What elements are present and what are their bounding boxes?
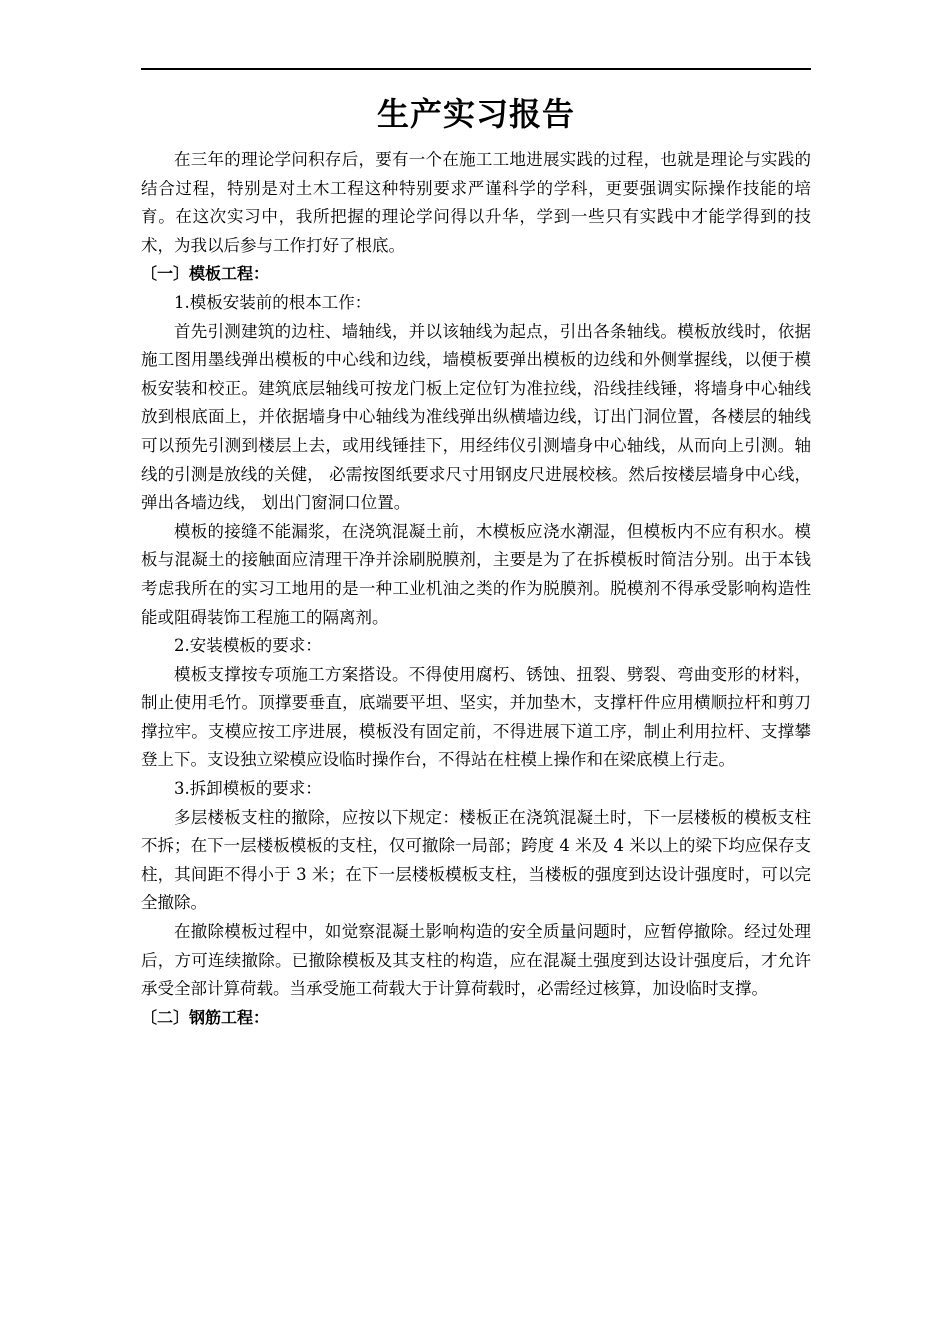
paragraph-removal-1: 多层楼板支柱的撤除，应按以下规定：楼板正在浇筑混凝土时，下一层楼板的模板支柱不拆；在下一层楼板模板的支柱，仅可撤除一局部；跨度 4 米及 4 米以上的梁下均应保存支柱，其间距不得小于 3 米；在下一层楼板模板支柱，当楼板的强度到达设计强度时，可以完全撤除。 xyxy=(141,807,811,913)
paragraph-preparation-1: 首先引测建筑的边柱、墙轴线，并以该轴线为起点，引出各条轴线。模板放线时，依据施工图用墨线弹出模板的中心线和边线，墙模板要弹出模板的边线和外侧掌握线，以便于模板安装和校正。建筑底层轴线可按龙门板上定位钉为准拉线，沿线挂线锤，将墙身中心轴线放到根底面上，并依据墙身中心轴线为准线弹出纵横墙边线，订出门洞位置，各楼层的轴线可以预先引测到楼层上去，或用线锤挂下，用经纬仪引测墙身中心轴线，从而向上引测。轴线的引测是放线的关健， 必需按图纸要求尺寸用钢皮尺进展校核。然后按楼层墙身中心线，弹出各墙边线， 划出门窗洞口位置。 xyxy=(141,321,811,513)
document-page xyxy=(141,68,811,1032)
page-title: 生产实习报告 xyxy=(376,95,575,133)
intro-paragraph: 在三年的理论学问积存后，要有一个在施工工地进展实践的过程，也就是理论与实践的结合过程，特别是对土木工程这种特别要求严谨科学的学科，更要强调实际操作技能的培育。在这次实习中，我所把握的理论学问得以升华，学到一些只有实践中才能学得到的技术，为我以后参与工作打好了根底。 xyxy=(141,150,811,255)
paragraph-preparation-2: 模板的接缝不能漏浆，在浇筑混凝土前，木模板应浇水潮湿，但模板内不应有积水。模板与混凝土的接触面应清理干净并涂刷脱膜剂，主要是为了在拆模板时简洁分别。出于本钱考虑我所在的实习工地用的是一种工业机油之类的作为脱膜剂。脱模剂不得承受影响构造性能或阻碍装饰工程施工的隔离剂。 xyxy=(141,521,811,627)
subheading-removal: 3.拆卸模板的要求： xyxy=(174,779,322,799)
section-heading-rebar: 〔二〕钢筋工程： xyxy=(141,1007,270,1027)
paragraph-installation: 模板支撑按专项施工方案搭设。不得使用腐朽、锈蚀、扭裂、劈裂、弯曲变形的材料，制止使用毛竹。顶撑要垂直，底端要平坦、坚实，并加垫木，支撑杆件应用横顺拉杆和剪刀撑拉牢。支模应按工序进展，模板没有固定前，不得进展下道工序，制止利用拉杆、支撑攀登上下。支设独立梁模应设临时操作台，不得站在柱模上操作和在梁底模上行走。 xyxy=(141,664,811,770)
subheading-installation: 2.安装模板的要求： xyxy=(174,636,322,656)
section-heading-formwork: 〔一〕模板工程： xyxy=(141,264,270,284)
top-rule xyxy=(141,68,811,70)
document-body xyxy=(141,146,811,1032)
subheading-preparation: 1.模板安装前的根本工作： xyxy=(174,292,372,312)
paragraph-removal-2: 在撤除模板过程中，如觉察混凝土影响构造的安全质量问题时，应暂停撤除。经过处理后，方可连续撤除。已撤除模板及其支柱的构造，应在混凝土强度到达设计强度后，才允许承受全部计算荷载。当承受施工荷载大于计算荷载时，必需经过核算，加设临时支撑。 xyxy=(141,922,811,999)
